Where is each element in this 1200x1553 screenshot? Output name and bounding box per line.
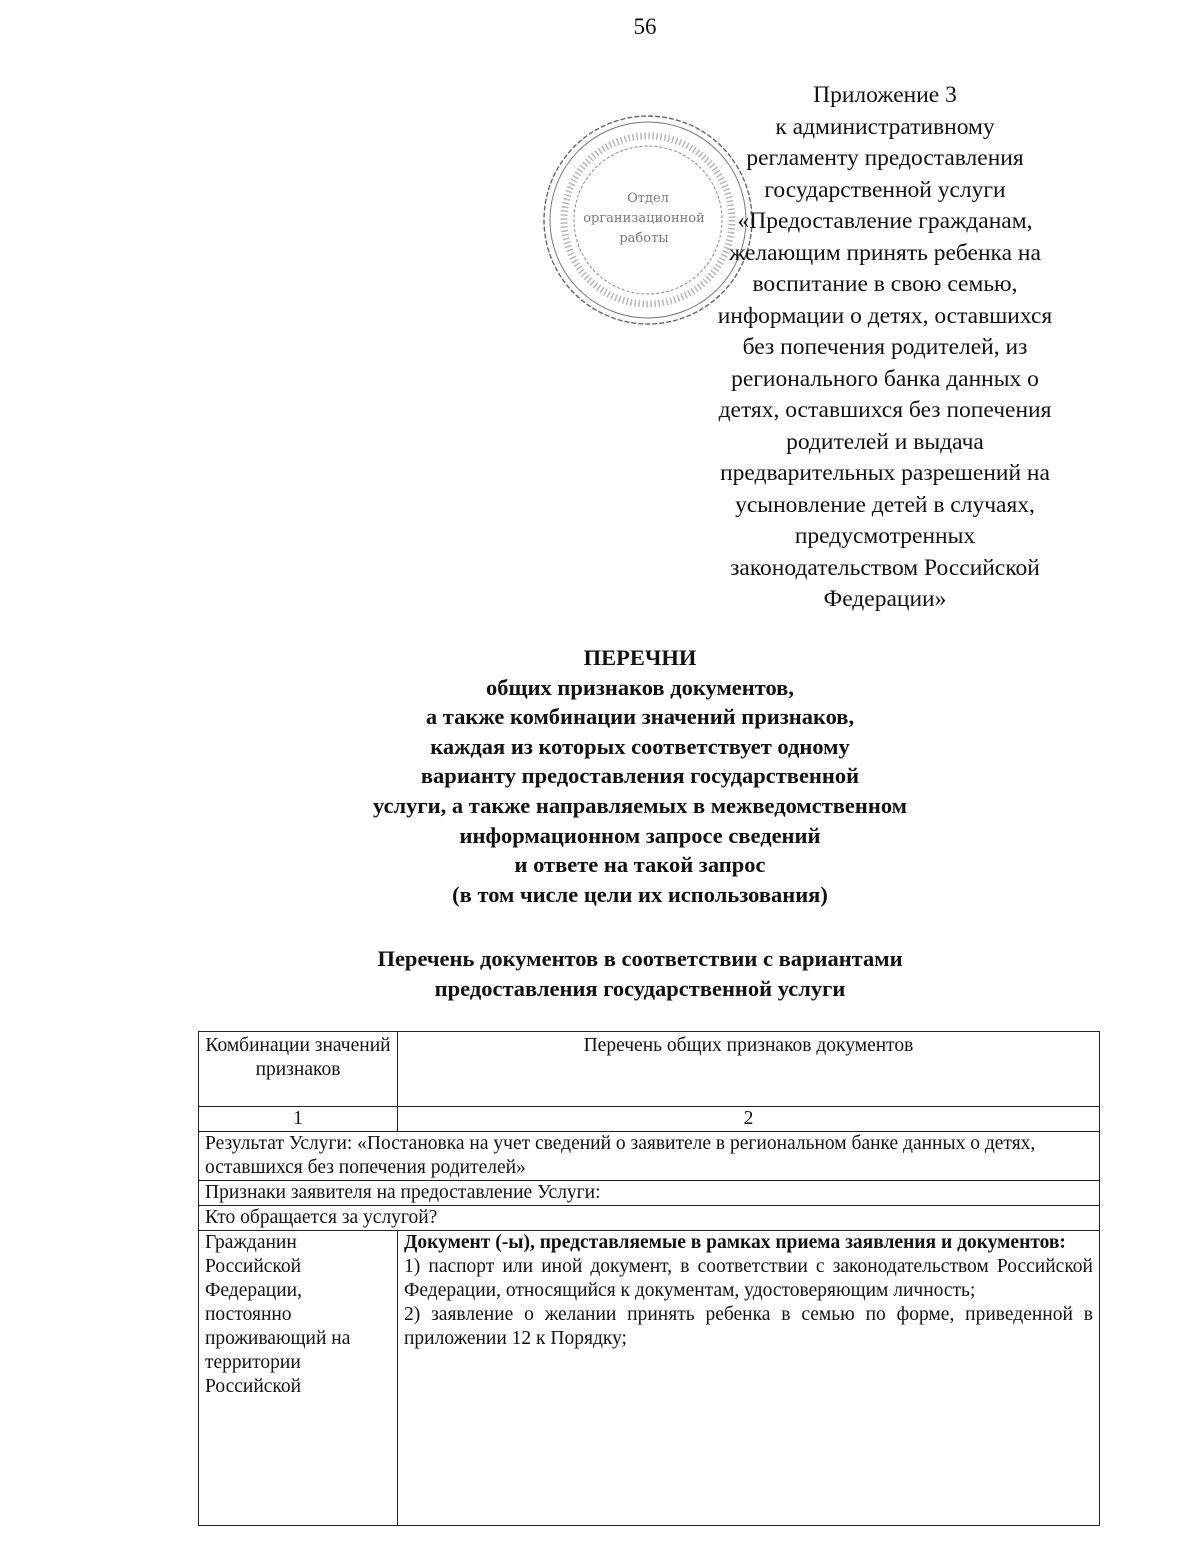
title-line: услуги, а также направляемых в межведомственном	[373, 792, 907, 818]
appendix-line: регионального банка данных о	[731, 365, 1039, 392]
appendix-line: желающим принять ребенка на	[729, 239, 1041, 266]
appendix-line: усыновление детей в случаях,	[735, 491, 1035, 518]
appendix-line: законодательством Российской	[730, 554, 1040, 581]
stamp-line-2: организационной	[583, 211, 705, 226]
appendix-line: регламенту предоставления	[746, 145, 1024, 171]
appendix-line: воспитание в свою семью,	[752, 271, 1018, 297]
subtitle-line: предоставления государственной услуги	[434, 976, 846, 1001]
appendix-line: без попечения родителей, из	[742, 334, 1028, 360]
table-number-row	[199, 1107, 1100, 1132]
applicant-signs-row: Признаки заявителя на предоставление Услуги:	[199, 1181, 1100, 1206]
title-line: каждая из которых соответствует одному	[430, 733, 850, 759]
title-line: ПЕРЕЧНИ	[583, 645, 697, 670]
result-row: Результат Услуги: «Постановка на учет сведений о заявителе в региональном банке данных о детях, оставшихся без попечения родителей»	[199, 1132, 1100, 1181]
appendix-block	[690, 80, 1080, 616]
title-line: варианту предоставления государственной	[420, 763, 860, 789]
title-line: (в том числе цели их использования)	[452, 881, 828, 907]
appendix-line: Федерации»	[823, 586, 947, 612]
table-row	[199, 1206, 1100, 1231]
appendix-line: предусмотренных	[794, 523, 976, 549]
subtitle-line: Перечень документов в соответствии с вариантами	[377, 946, 903, 971]
documents-cell	[398, 1231, 1100, 1526]
title-line: информационном запросе сведений	[459, 822, 821, 848]
appendix-line: к административному	[775, 113, 995, 140]
appendix-line: «Предоставление гражданам,	[737, 208, 1033, 234]
appendix-line: детях, оставшихся без попечения	[718, 397, 1052, 423]
column-number-2: 2	[398, 1107, 1100, 1132]
appendix-line: Приложение 3	[813, 82, 957, 108]
who-applies-row: Кто обращается за услугой?	[199, 1206, 1100, 1231]
appendix-line: родителей и выдача	[786, 428, 984, 455]
table-row	[199, 1231, 1100, 1526]
table-row	[199, 1132, 1100, 1181]
documents-heading: Документ (-ы), представляемые в рамках приема заявления и документов:	[404, 1232, 1066, 1253]
documents-table	[198, 1031, 1100, 1526]
section-subtitle	[200, 944, 1080, 1004]
document-item: 1) паспорт или иной документ, в соответствии с законодательством Российской Федерации, относящийся к документам, удостоверяющим личность;	[404, 1256, 1093, 1301]
table-row	[199, 1181, 1100, 1206]
page-number: 56	[633, 14, 657, 39]
appendix-line: государственной услуги	[764, 176, 1006, 203]
header-document-signs: Перечень общих признаков документов	[398, 1032, 1100, 1107]
title-line: общих признаков документов,	[486, 674, 794, 700]
title-line: а также комбинации значений признаков,	[425, 704, 855, 730]
stamp-line-3: работы	[619, 231, 669, 246]
stamp-line-1: Отдел	[627, 191, 669, 206]
document-title	[200, 643, 1080, 909]
appendix-line: информации о детях, оставшихся	[717, 302, 1053, 329]
appendix-line: предварительных разрешений на	[720, 460, 1050, 486]
document-item: 2) заявление о желании принять ребенка в семью по форме, приведенной в приложении 12 к Порядку;	[404, 1304, 1093, 1349]
title-line: и ответе на такой запрос	[514, 852, 766, 878]
applicant-cell: Гражданин Российской Федерации, постоянно проживающий на территории Российской	[199, 1231, 398, 1526]
column-number-1: 1	[199, 1107, 398, 1132]
header-combinations: Комбинации значений признаков	[199, 1032, 398, 1107]
table-header-row	[199, 1032, 1100, 1107]
